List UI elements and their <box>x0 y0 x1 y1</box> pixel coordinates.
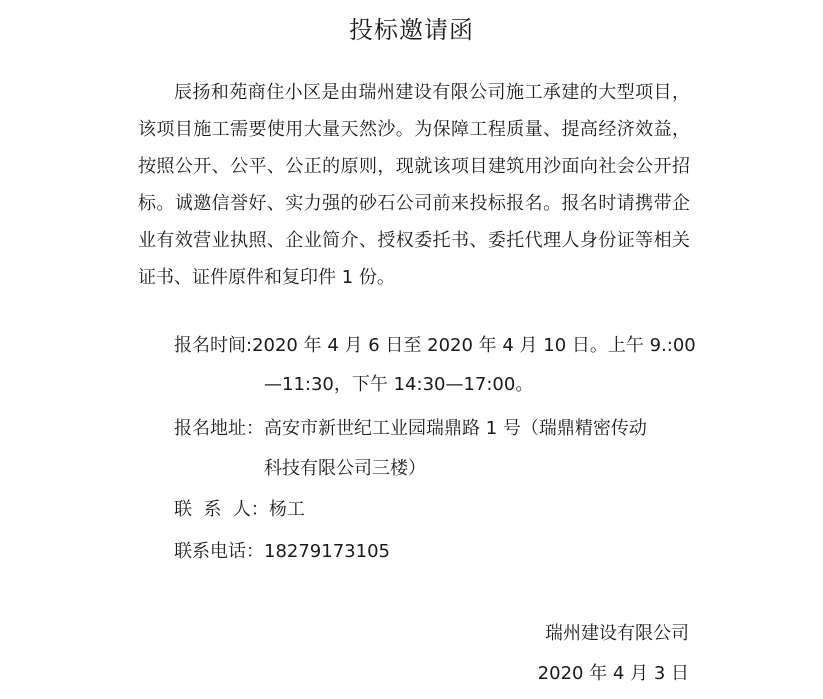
contact-phone-value: 18279173105 <box>264 541 390 562</box>
document-title: 投标邀请函 <box>349 16 474 44</box>
registration-time-label: 报名时间: <box>174 335 253 356</box>
registration-address-label: 报名地址： <box>174 418 264 439</box>
registration-time-value-line2: —11:30，下午 14:30—17:00。 <box>264 374 534 395</box>
signature-date: 2020 年 4 月 3 日 <box>537 663 689 684</box>
contact-phone-row <box>174 533 390 570</box>
registration-time-row <box>174 327 696 364</box>
registration-address-value-line1: 高安市新世纪工业园瑞鼎路 1 号（瑞鼎精密传动 <box>264 418 647 439</box>
registration-address-value-line2: 科技有限公司三楼） <box>264 458 426 479</box>
signature-company: 瑞州建设有限公司 <box>545 623 689 644</box>
intro-section <box>138 74 690 296</box>
contact-phone-label: 联系电话： <box>174 541 264 562</box>
registration-address-row <box>174 410 647 447</box>
contact-person-value: 杨工 <box>268 499 305 520</box>
intro-paragraph: 辰扬和苑商住小区是由瑞州建设有限公司施工承建的大型项目，该项目施工需要使用大量天然沙。为保障工程质量、提高经济效益，按照公开、公平、公正的原则，现就该项目建筑用沙面向社会公开招标。诚邀信誉好、实力强的砂石公司前来投标报名。报名时请携带企业有效营业执照、企业简介、授权委托书、委托代理人身份证等相关证书、证件原件和复印件 1 份。 <box>138 82 690 288</box>
registration-time-value-line1: 2020 年 4 月 6 日至 2020 年 4 月 10 日。上午 9.:00 <box>252 335 696 356</box>
contact-person-label: 联 系 人： <box>174 499 269 520</box>
contact-person-row <box>174 491 305 528</box>
